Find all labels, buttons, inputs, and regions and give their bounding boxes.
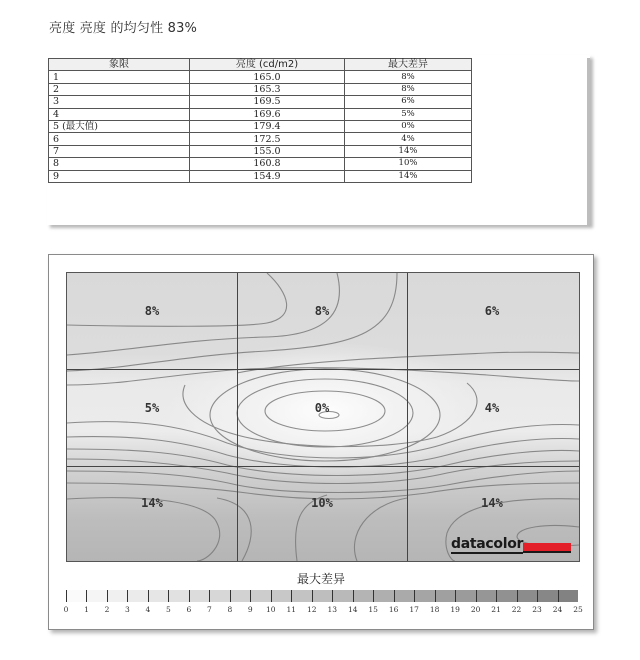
- cell-quadrant: 1: [49, 71, 190, 83]
- scale-segment: [537, 590, 557, 602]
- scale-label: 22: [511, 605, 522, 614]
- scale-segment: [332, 590, 352, 602]
- cell-deviation: 5%: [345, 108, 472, 120]
- cell-quadrant: 7: [49, 145, 190, 157]
- cell-luminance: 172.5: [190, 133, 345, 145]
- scale-tick: [209, 590, 210, 602]
- scale-segment: [291, 590, 311, 602]
- luminance-table-card: [47, 55, 590, 225]
- cell-deviation: 6%: [345, 96, 472, 108]
- scale-segment: [558, 590, 578, 602]
- grid-hline-2: [67, 466, 579, 467]
- scale-segment: [312, 590, 332, 602]
- scale-label: 25: [573, 605, 583, 614]
- table-row: [49, 71, 472, 83]
- scale-tick: [394, 590, 395, 602]
- cell-deviation: 10%: [345, 158, 472, 170]
- datacolor-logo: [451, 536, 573, 555]
- scale-segment: [86, 590, 106, 602]
- cell-deviation: 14%: [345, 145, 472, 157]
- scale-tick: [414, 590, 415, 602]
- quadrant-9-label: 14%: [481, 496, 503, 510]
- card-shadow: [587, 58, 590, 225]
- quadrant-6-label: 4%: [484, 401, 500, 415]
- scale-segment: [66, 590, 86, 602]
- grid-vline-1: [237, 273, 238, 561]
- page-title: 亮度 亮度 的均匀性 83%: [49, 21, 198, 36]
- scale-tick: [107, 590, 108, 602]
- scale-segment: [107, 590, 127, 602]
- scale-label: 19: [450, 605, 460, 614]
- scale-label: 12: [306, 605, 317, 614]
- scale-tick: [86, 590, 87, 602]
- table-row: [49, 108, 472, 120]
- scale-segment: [127, 590, 147, 602]
- scale-tick: [332, 590, 333, 602]
- cell-luminance: 165.3: [190, 83, 345, 95]
- scale-tick: [250, 590, 251, 602]
- scale-label: 8: [227, 605, 233, 614]
- quadrant-7-label: 14%: [141, 496, 163, 510]
- cell-quadrant: 9: [49, 170, 190, 182]
- scale-tick: [168, 590, 169, 602]
- scale-segment: [394, 590, 414, 602]
- cell-deviation: 4%: [345, 133, 472, 145]
- quadrant-8-label: 10%: [311, 496, 333, 510]
- scale-segment: [414, 590, 434, 602]
- table-header-row: [49, 59, 472, 71]
- uniformity-heatmap: [66, 272, 580, 562]
- scale-tick: [312, 590, 313, 602]
- scale-label: 23: [532, 605, 542, 614]
- scale-tick: [496, 590, 497, 602]
- scale-label: 2: [104, 605, 110, 614]
- scale-label: 24: [552, 605, 563, 614]
- table-row: [49, 170, 472, 182]
- cell-deviation: 14%: [345, 170, 472, 182]
- table-row: [49, 145, 472, 157]
- scale-label: 14: [347, 605, 358, 614]
- scale-segment: [517, 590, 537, 602]
- header-quadrant: 象限: [49, 59, 190, 71]
- scale-tick: [291, 590, 292, 602]
- legend-title: 最大差异: [296, 572, 345, 586]
- logo-red-bar: [523, 543, 571, 553]
- scale-tick: [353, 590, 354, 602]
- scale-segment: [476, 590, 496, 602]
- scale-label: 4: [145, 605, 151, 614]
- table-row: [49, 158, 472, 170]
- scale-segment: [148, 590, 168, 602]
- scale-segment: [168, 590, 188, 602]
- scale-tick: [148, 590, 149, 602]
- quadrant-1-label: 8%: [144, 304, 160, 318]
- scale-segment: [373, 590, 393, 602]
- scale-segment: [455, 590, 475, 602]
- scale-segment: [230, 590, 250, 602]
- scale-segment: [496, 590, 516, 602]
- table-row: [49, 96, 472, 108]
- table-row: [49, 133, 472, 145]
- cell-luminance: 154.9: [190, 170, 345, 182]
- scale-tick: [476, 590, 477, 602]
- cell-luminance: 160.8: [190, 158, 345, 170]
- deviation-scale-labels: [63, 605, 583, 617]
- scale-label: 17: [409, 605, 419, 614]
- cell-luminance: 169.5: [190, 96, 345, 108]
- grid-hline-1: [67, 369, 579, 370]
- cell-deviation: 8%: [345, 71, 472, 83]
- scale-tick: [230, 590, 231, 602]
- scale-label: 9: [247, 605, 253, 614]
- scale-label: 1: [84, 605, 89, 614]
- header-luminance: 亮度 (cd/m2): [190, 59, 345, 71]
- scale-label: 6: [186, 605, 192, 614]
- cell-deviation: 0%: [345, 120, 472, 132]
- scale-tick: [537, 590, 538, 602]
- scale-segment: [271, 590, 291, 602]
- scale-tick: [271, 590, 272, 602]
- scale-segment: [250, 590, 270, 602]
- quadrant-4-label: 5%: [144, 401, 160, 415]
- quadrant-2-label: 8%: [314, 304, 330, 318]
- table-row: [49, 120, 472, 132]
- scale-label: 15: [368, 605, 378, 614]
- grid-vline-2: [407, 273, 408, 561]
- cell-luminance: 169.6: [190, 108, 345, 120]
- cell-quadrant: 5 (最大值): [49, 120, 190, 132]
- cell-quadrant: 2: [49, 83, 190, 95]
- scale-label: 0: [63, 605, 69, 614]
- scale-segment: [353, 590, 373, 602]
- scale-tick: [517, 590, 518, 602]
- cell-quadrant: 4: [49, 108, 190, 120]
- cell-quadrant: 3: [49, 96, 190, 108]
- luminance-table: [48, 58, 472, 183]
- cell-luminance: 179.4: [190, 120, 345, 132]
- quadrant-5-label: 0%: [314, 401, 330, 415]
- scale-tick: [455, 590, 456, 602]
- header-max-deviation: 最大差异: [345, 59, 472, 71]
- scale-tick: [127, 590, 128, 602]
- cell-luminance: 155.0: [190, 145, 345, 157]
- cell-deviation: 8%: [345, 83, 472, 95]
- scale-label: 13: [327, 605, 338, 614]
- scale-label: 20: [470, 605, 481, 614]
- quadrant-3-label: 6%: [484, 304, 500, 318]
- scale-label: 21: [491, 605, 501, 614]
- scale-segment: [435, 590, 455, 602]
- table-row: [49, 83, 472, 95]
- scale-label: 18: [429, 605, 440, 614]
- cell-quadrant: 6: [49, 133, 190, 145]
- scale-tick: [189, 590, 190, 602]
- scale-tick: [558, 590, 559, 602]
- scale-segment: [209, 590, 229, 602]
- deviation-scale-bar: [66, 590, 578, 602]
- scale-label: 5: [166, 605, 171, 614]
- cell-luminance: 165.0: [190, 71, 345, 83]
- scale-tick: [435, 590, 436, 602]
- scale-tick: [66, 590, 67, 602]
- scale-tick: [373, 590, 374, 602]
- scale-segment: [189, 590, 209, 602]
- scale-label: 10: [266, 605, 276, 614]
- scale-label: 7: [206, 605, 212, 614]
- uniformity-chart-card: [48, 254, 594, 630]
- cell-quadrant: 8: [49, 158, 190, 170]
- scale-label: 16: [388, 605, 399, 614]
- scale-label: 3: [125, 605, 130, 614]
- logo-wordmark: datacolor: [451, 536, 524, 552]
- scale-label: 11: [286, 605, 297, 614]
